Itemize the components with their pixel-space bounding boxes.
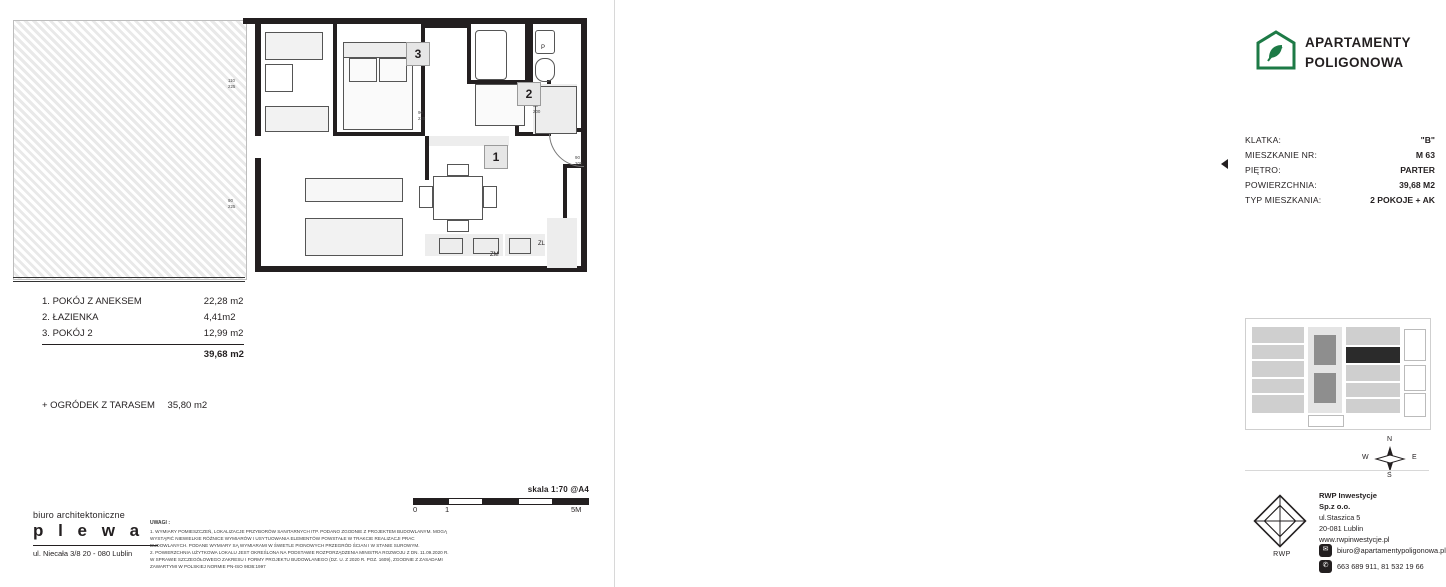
info-label: POWIERZCHNIA: (1245, 180, 1317, 190)
house-leaf-icon (1255, 30, 1297, 72)
info-panel (615, 0, 1446, 587)
architect-divider (33, 545, 158, 546)
developer-street: ul.Staszica 5 (1319, 512, 1361, 522)
garden-boundary-line (13, 277, 245, 278)
envelope-icon: ✉ (1319, 544, 1332, 557)
label-zm: ZM (490, 252, 499, 258)
dim-label-2: 90 225 (228, 198, 236, 209)
legend-name: POKÓJ Z ANEKSEM (52, 296, 142, 307)
info-label: KLATKA: (1245, 135, 1282, 145)
scale-bar (413, 485, 589, 517)
room-legend (42, 296, 244, 365)
brand-line1: APARTAMENTY (1305, 35, 1411, 50)
phone-icon: ✆ (1319, 560, 1332, 573)
plan-drawing-area (0, 0, 615, 587)
developer-city: 20-081 Lublin (1319, 523, 1364, 533)
brand-name (1305, 33, 1411, 72)
brand-line2: POLIGONOWA (1305, 54, 1404, 70)
legend-row (42, 296, 244, 312)
rwp-logo-caption: RWP (1273, 551, 1291, 558)
legend-name: ŁAZIENKA (52, 312, 99, 323)
legend-row (42, 328, 244, 345)
compass-s: S (1387, 472, 1392, 479)
rwp-logo-icon (1252, 493, 1308, 549)
label-zl: ZL (538, 241, 546, 247)
scale-tick-2: 5M (571, 505, 582, 514)
architect-name: p l e w a (33, 521, 145, 540)
north-pointer-arrow (1221, 159, 1228, 169)
label-p: P (541, 45, 546, 51)
legend-name: POKÓJ 2 (52, 328, 93, 339)
architect-block (33, 510, 158, 558)
dim-label-4: 90 200 (575, 155, 583, 166)
developer-website[interactable]: www.rwpinwestycje.pl (1319, 534, 1390, 544)
legend-area: 12,99 m2 (203, 328, 244, 339)
room-badge-3: 3 (406, 42, 430, 66)
legend-area: 4,41m2 (203, 312, 236, 323)
room-badge-2: 2 (517, 82, 541, 106)
architect-office-label: biuro architektoniczne (33, 510, 125, 520)
developer-info (1319, 490, 1390, 546)
scale-tick-1: 1 (445, 505, 450, 514)
dim-label-1: 110 225 (228, 78, 236, 89)
info-label: TYP MIESZKANIA: (1245, 195, 1322, 205)
info-row-typ (1245, 195, 1435, 205)
legend-row (42, 312, 244, 328)
notes-block (150, 519, 450, 570)
compass-e: E (1412, 454, 1417, 461)
contact-phone[interactable]: 663 689 911, 81 532 19 66 (1337, 561, 1424, 571)
info-row-klatka (1245, 135, 1435, 145)
scale-label: skala 1:70 @A4 (527, 485, 589, 494)
garden-terrace-hatch (13, 20, 247, 280)
legend-no: 3. (42, 328, 50, 339)
legend-total-row (42, 345, 244, 366)
garden-legend-area: 35,80 m2 (167, 400, 208, 411)
compass-n: N (1387, 436, 1393, 443)
developer-contact (1319, 541, 1446, 573)
garden-boundary-line-2 (13, 281, 245, 282)
info-row-pietro (1245, 165, 1435, 175)
contact-phone-row[interactable] (1319, 560, 1446, 573)
legend-no: 1. (42, 296, 50, 307)
info-label: MIESZKANIE NR: (1245, 150, 1318, 160)
legend-no: 2. (42, 312, 50, 323)
compass-w: W (1362, 454, 1369, 461)
info-label: PIĘTRO: (1245, 165, 1281, 175)
developer-name: RWP Inwestycje Sp.z o.o. (1319, 491, 1377, 512)
footer-divider (1245, 470, 1429, 471)
scale-tick-0: 0 (413, 505, 418, 514)
key-plan (1245, 318, 1431, 430)
notes-title: UWAGI : (150, 520, 170, 526)
notes-item: 1. WYMIARY POMIESZCZEŃ, LOKALIZACJE PRZYBORÓW SANITARNYCH ITP. PODANO ZGODNIE Z PROJEKTEM BUDOWLANYM. MOGĄ WYSTĄPIĆ NIEWIELKIE RÓŻNICE WYMIARÓW I USYTUOWANIA ELEMENTÓW POWSTAŁE W TRAKCIE REALIZACJI PRAC BUDOWLANYCH. PODANE WYMIARY SĄ WYMIARAMI W ŚWIETLE PIONOWYCH PRZEGRÓD ŚCIAN I W STANIE SUROWYM. (150, 528, 448, 548)
contact-email-row[interactable] (1319, 544, 1446, 557)
legend-total-area: 39,68 m2 (142, 345, 244, 366)
info-value: "B" (1420, 135, 1435, 145)
contact-email[interactable]: biuro@apartamentypoligonowa.pl (1337, 545, 1446, 555)
architect-address: ul. Niecała 3/8 20 - 080 Lublin (33, 549, 133, 558)
notes-item: 2. POWIERZCHNIA UŻYTKOWA LOKALU JEST OKREŚLONA NA PODSTAWIE ROZPORZĄDZENIA MINISTRA ROZWOJU Z DN. 11.09.2020 R. W SPRAWIE SZCZEGÓŁOWEGO ZAKRESU I FORMY PROJEKTU BUDOWLANEGO (DZ. U. Z 2020 R. POZ. 1609), ZGODNIE Z ZASADAMI ZAWARTYMI W POLSKIEJ NORMIE PN-ISO 9836:1997 (150, 550, 449, 570)
garden-legend (42, 400, 207, 411)
info-row-powierzchnia (1245, 180, 1435, 190)
apartment-info-table (1245, 135, 1435, 210)
dim-label-5: 200 (533, 108, 541, 114)
info-row-mieszkanie (1245, 150, 1435, 160)
info-value: 2 POKOJE + AK (1370, 195, 1435, 205)
compass-rose (1360, 436, 1420, 482)
info-value: M 63 (1415, 150, 1435, 160)
dim-label-3: 90 225 (418, 110, 426, 121)
info-value: PARTER (1400, 165, 1435, 175)
garden-legend-label: + OGRÓDEK Z TARASEM (42, 400, 155, 411)
room-badge-1: 1 (484, 145, 508, 169)
info-value: 39,68 M2 (1399, 180, 1435, 190)
legend-area: 22,28 m2 (203, 296, 244, 307)
